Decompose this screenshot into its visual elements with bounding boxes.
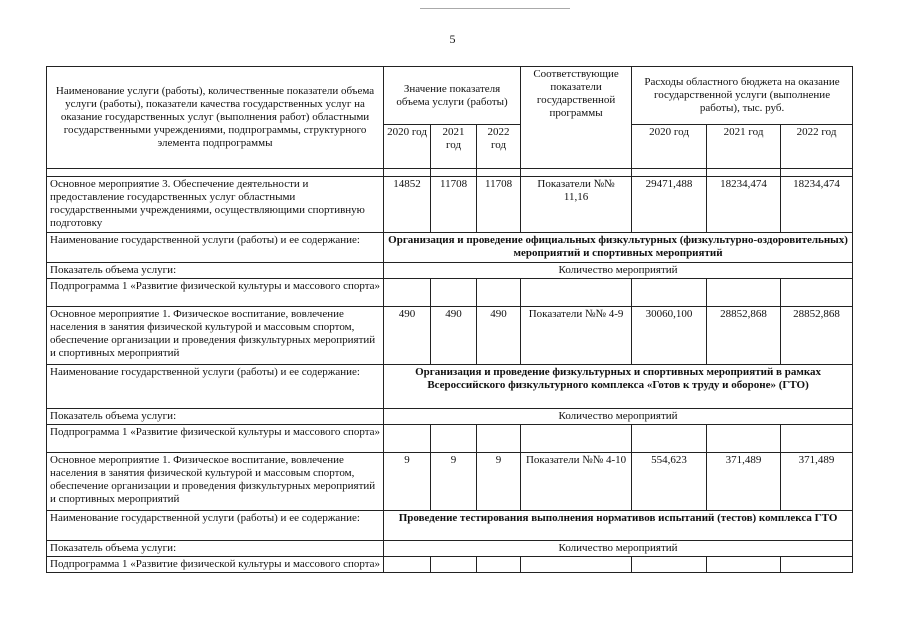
- value-2022: 9: [477, 453, 521, 511]
- table-row: [47, 279, 853, 307]
- header-exp-2022: 2022 год: [781, 125, 853, 169]
- program-indicators: Показатели №№ 11,16: [521, 177, 632, 233]
- header-program: Соответствующие показатели государственной программы: [521, 67, 632, 169]
- value-2020: 9: [384, 453, 431, 511]
- program-indicators: Показатели №№ 4-9: [521, 307, 632, 365]
- service-label: Наименование государственной услуги (работы) и ее содержание:: [47, 233, 384, 263]
- indicator-label: Показатель объема услуги:: [47, 409, 384, 425]
- spacer-row: [47, 169, 853, 177]
- expense-2021: 18234,474: [707, 177, 781, 233]
- program-indicators: Показатели №№ 4-10: [521, 453, 632, 511]
- table-row: [47, 511, 853, 541]
- activity-name: Основное мероприятие 3. Обеспечение деятельности и предоставление государственных услуг областными государственными учреждениями, осуществляющими спортивную подготовку: [47, 177, 384, 233]
- value-2020: 14852: [384, 177, 431, 233]
- value-2021: 490: [431, 307, 477, 365]
- header-value: Значение показателя объема услуги (работы): [384, 67, 521, 125]
- header-value-2020: 2020 год: [384, 125, 431, 169]
- indicator-label: Показатель объема услуги:: [47, 263, 384, 279]
- indicator-label: Показатель объема услуги:: [47, 541, 384, 557]
- expense-2021: 28852,868: [707, 307, 781, 365]
- top-rule: [420, 8, 570, 9]
- table-row: [47, 453, 853, 511]
- table-row: [47, 365, 853, 409]
- expense-2020: 554,623: [632, 453, 707, 511]
- activity-name: Основное мероприятие 1. Физическое воспитание, вовлечение населения в занятия физической культурой и массовым спортом, обеспечение организации и проведения физкультурных мероприятий и спортивных мероприятий: [47, 453, 384, 511]
- service-name: Проведение тестирования выполнения нормативов испытаний (тестов) комплекса ГТО: [384, 511, 853, 541]
- header-exp-2020: 2020 год: [632, 125, 707, 169]
- service-name: Организация и проведение официальных физкультурных (физкультурно-оздоровительных) мероприятий и спортивных мероприятий: [384, 233, 853, 263]
- expense-2020: 29471,488: [632, 177, 707, 233]
- table-row: [47, 557, 853, 573]
- header-value-2022: 2022 год: [477, 125, 521, 169]
- subprogram-name: Подпрограмма 1 «Развитие физической культуры и массового спорта»: [47, 557, 384, 573]
- expense-2021: 371,489: [707, 453, 781, 511]
- service-name: Организация и проведение физкультурных и спортивных мероприятий в рамках Всероссийского физкультурного комплекса «Готов к труду и обороне» (ГТО): [384, 365, 853, 409]
- value-2020: 490: [384, 307, 431, 365]
- header-name: Наименование услуги (работы), количественные показатели объема услуги (работы), показатели качества государственных услуг на оказание государственных услуг (выполнения работ) областными государственными учреждениями, подпрограммы, структурного элемента подпрограммы: [47, 67, 384, 169]
- table-row: [47, 409, 853, 425]
- value-2022: 490: [477, 307, 521, 365]
- service-label: Наименование государственной услуги (работы) и ее содержание:: [47, 511, 384, 541]
- expense-2022: 18234,474: [781, 177, 853, 233]
- value-2021: 9: [431, 453, 477, 511]
- value-2022: 11708: [477, 177, 521, 233]
- table-row: [47, 177, 853, 233]
- indicator-value: Количество мероприятий: [384, 409, 853, 425]
- table-row: [47, 233, 853, 263]
- indicator-value: Количество мероприятий: [384, 263, 853, 279]
- expense-2022: 371,489: [781, 453, 853, 511]
- subprogram-name: Подпрограмма 1 «Развитие физической культуры и массового спорта»: [47, 279, 384, 307]
- table-row: [47, 307, 853, 365]
- header-value-2021: 2021 год: [431, 125, 477, 169]
- header-expenses: Расходы областного бюджета на оказание государственной услуги (выполнение работы), тыс. руб.: [632, 67, 853, 125]
- expense-2020: 30060,100: [632, 307, 707, 365]
- table-row: [47, 541, 853, 557]
- table-row: [47, 263, 853, 279]
- value-2021: 11708: [431, 177, 477, 233]
- expense-2022: 28852,868: [781, 307, 853, 365]
- header-exp-2021: 2021 год: [707, 125, 781, 169]
- page-number: 5: [449, 32, 456, 46]
- activity-name: Основное мероприятие 1. Физическое воспитание, вовлечение населения в занятия физической культурой и массовым спортом, обеспечение организации и проведения физкультурных мероприятий и спортивных мероприятий: [47, 307, 384, 365]
- service-label: Наименование государственной услуги (работы) и ее содержание:: [47, 365, 384, 409]
- services-table: [46, 66, 853, 573]
- indicator-value: Количество мероприятий: [384, 541, 853, 557]
- table-row: [47, 425, 853, 453]
- subprogram-name: Подпрограмма 1 «Развитие физической культуры и массового спорта»: [47, 425, 384, 453]
